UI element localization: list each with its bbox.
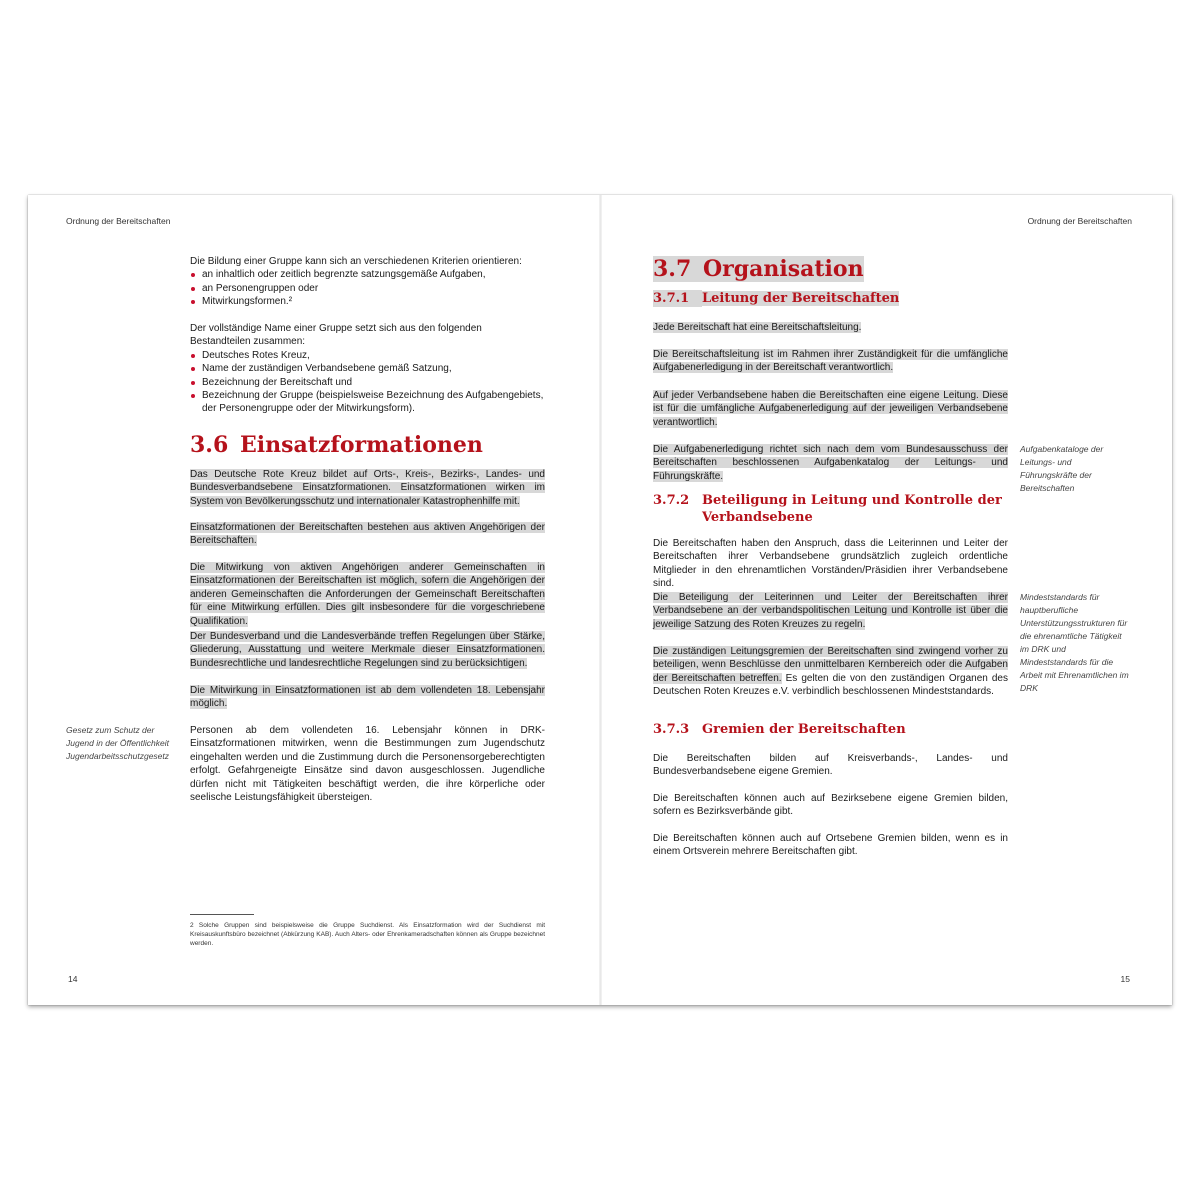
section-heading-highlight <box>653 256 864 282</box>
running-head: Ordnung der Bereitschaften <box>1027 216 1132 226</box>
paragraph <box>190 630 545 670</box>
paragraph: Die Bereitschaften können auch auf Ortsebene Gremien bilden, wenn es in einem Ortsverein mehrere Bereitschaften gibt. <box>653 833 1008 858</box>
subsection-number: 3.7.1 <box>653 290 702 307</box>
highlighted-text: Die zuständigen Leitungsgremien der Bereitschaften sind zwingend vorher zu beteiligen, wenn Beschlüsse den unmittelbaren Kernbereich oder die Aufgaben der Bereitschaften betreffen. <box>653 646 1008 684</box>
page-number: 15 <box>1120 974 1130 984</box>
subsection-number: 3.7.3 <box>653 722 690 737</box>
highlighted-text: Auf jeder Verbandsebene haben die Bereitschaften eine eigene Leitung. Diese ist für die umfängliche Aufgabenerledigung auf der jeweiligen Verbandsebene verantwortlich. <box>653 390 1008 428</box>
highlighted-text: Das Deutsche Rote Kreuz bildet auf Orts-, Kreis-, Bezirks-, Landes- und Bundesverbandsebene Einsatzformationen. Einsatzformationen wirken im System von Bevölkerungsschutz und internationaler Katastrophenhilfe mit. <box>190 469 545 507</box>
name-parts-intro: Der vollständige Name einer Gruppe setzt sich aus den folgenden Bestandteilen zusammen: <box>190 323 482 348</box>
paragraph <box>190 684 545 711</box>
paragraph: Personen ab dem vollendeten 16. Lebensjahr können in DRK-Einsatzformationen mitwirken, wenn die Bestimmungen zum Jugendschutz eingehalten werden und die Zustimmung durch die Personensorgeberechtigten erfolgt. Gefahrgeneigte Einsätze sind davon ausgeschlossen. Jugendliche dürfen nicht mit Tätigkeiten beschäftigt werden, die ihre körperliche oder seelische Leistungsfähigkeit übersteigen. <box>190 725 545 804</box>
highlighted-text: Einsatzformationen der Bereitschaften bestehen aus aktiven Angehörigen der Bereitschaften. <box>190 522 545 547</box>
list-item: Bezeichnung der Bereitschaft und <box>190 376 545 389</box>
paragraph <box>190 521 545 548</box>
name-parts-block <box>190 322 545 416</box>
subsection-title: Gremien der Bereitschaften <box>702 722 906 737</box>
subsection-title: Beteiligung in Leitung und Kontrolle der <box>702 493 1002 508</box>
section-title: Organisation <box>703 256 864 282</box>
list-item: an inhaltlich oder zeitlich begrenzte satzungsgemäße Aufgaben, <box>190 268 545 281</box>
list-item: Mitwirkungsformen.² <box>190 295 545 308</box>
highlighted-text: Die Mitwirkung von aktiven Angehörigen anderer Gemeinschaften in Einsatzformationen der Bereitschaften ist möglich, sofern die Angehörigen der anderen Gemeinschaften die Anforderungen der Gemeinschaft Bereitschaften für eine Mitwirkung erfüllen. Dies gilt insbesondere für die vorgeschriebene Qualifikation. <box>190 562 545 627</box>
section-title: Einsatzformationen <box>240 432 483 458</box>
margin-note-mindeststandards: Mindeststandards für hauptberufliche Unterstützungsstrukturen für die ehrenamtliche Tätigkeit im DRK und Mindeststandards für die Arbeit mit Ehrenamtlichen im DRK <box>1020 592 1129 693</box>
section-heading-3-7 <box>653 256 1008 282</box>
highlighted-text: Die Bereitschaftsleitung ist im Rahmen ihrer Zuständigkeit für die umfängliche Aufgabenerledigung in der Bereitschaft verantwortlich. <box>653 349 1008 374</box>
highlighted-text: Die Beteiligung der Leiterinnen und Leiter der Bereitschaften ihrer Verbandsebene an der verbandspolitischen Leitung und Kontrolle ist über die jeweilige Satzung des Roten Kreuzes zu regeln. <box>653 592 1008 630</box>
section-number: 3.6 <box>190 432 229 458</box>
footnote: 2 Solche Gruppen sind beispielsweise die Gruppe Suchdienst. Als Einsatzformation wird der Suchdienst mit Kreisauskunftsbüro bezeichnet (Abkürzung KAB). Auch Alters- oder Ehrenkameradschaften können als Gruppe bezeichnet werden. <box>190 922 545 947</box>
list-item: Deutsches Rotes Kreuz, <box>190 349 545 362</box>
footnote-divider <box>190 914 254 915</box>
margin-note-aufgabenkataloge: Aufgabenkataloge der Leitungs- und Führungskräfte der Bereitschaften <box>1020 444 1104 493</box>
document-spread <box>28 195 1172 1005</box>
subsection-title: Leitung der Bereitschaften <box>702 291 900 306</box>
highlighted-text: Jede Bereitschaft hat eine Bereitschaftsleitung. <box>653 322 862 333</box>
paragraph <box>653 443 1008 483</box>
criteria-block <box>190 255 545 309</box>
paragraph <box>653 321 1008 334</box>
subsection-number: 3.7.2 <box>653 493 690 508</box>
name-parts-list <box>190 349 545 416</box>
right-text-column <box>653 255 1008 875</box>
list-item: Bezeichnung der Gruppe (beispielsweise Bezeichnung des Aufgabengebiets, der Personengruppe oder der Mitwirkungsform). <box>190 389 545 416</box>
paragraph: Die Bereitschaften können auch auf Bezirksebene eigene Gremien bilden, sofern es Bezirksverbände gibt. <box>653 793 1008 818</box>
right-page <box>600 195 1172 1005</box>
paragraph-continuation: Es gelten die von den zuständigen Organen des Deutschen Roten Kreuzes e.V. verbindlich beschlossenen Mindeststandards. <box>653 672 1008 698</box>
list-item: Name der zuständigen Verbandsebene gemäß Satzung, <box>190 362 545 375</box>
paragraph: Die Bereitschaften bilden auf Kreisverbands-, Landes- und Bundesverbandsebene eigene Gremien. <box>653 753 1008 778</box>
highlighted-text: Die Mitwirkung in Einsatzformationen ist ab dem vollendeten 18. Lebensjahr möglich. <box>190 685 545 710</box>
criteria-intro: Die Bildung einer Gruppe kann sich an verschiedenen Kriterien orientieren: <box>190 256 522 267</box>
paragraph: Die Bereitschaften haben den Anspruch, dass die Leiterinnen und Leiter der Bereitschaften ihrer Verbandsebene grundsätzlich zugleich ordentliche Mitglieder in den ehrenamtlichen Vorständen/Präsidien ihrer Verbandsebene sind. <box>653 538 1008 590</box>
paragraph <box>653 348 1008 375</box>
page-number: 14 <box>68 974 78 984</box>
list-item: an Personengruppen oder <box>190 282 545 295</box>
section-heading-3-6 <box>190 432 545 458</box>
margin-note-jugendschutz: Gesetz zum Schutz der Jugend in der Öffentlichkeit Jugendarbeitsschutzgesetz <box>66 725 170 761</box>
subsection-heading-3-7-3 <box>653 721 1008 738</box>
criteria-list <box>190 268 545 308</box>
running-head: Ordnung der Bereitschaften <box>66 216 171 226</box>
highlighted-text: Der Bundesverband und die Landesverbände treffen Regelungen über Stärke, Gliederung, Ausstattung und weitere Merkmale dieser Einsatzformationen. Bundesrechtliche und landesrechtliche Regelungen sind zu berücksichtigen. <box>190 631 545 669</box>
paragraph <box>653 389 1008 429</box>
left-page <box>28 195 600 1005</box>
paragraph <box>190 468 545 508</box>
paragraph <box>190 561 545 628</box>
subsection-heading-3-7-1 <box>653 290 1008 307</box>
subsection-heading-highlight <box>653 291 899 306</box>
highlighted-text: Die Aufgabenerledigung richtet sich nach dem vom Bundesausschuss der Bereitschaften beschlossenen Aufgabenkatalog der Leitungs- und Führungskräfte. <box>653 444 1008 482</box>
subsection-title-cont: Verbandsebene <box>702 510 813 525</box>
paragraph <box>653 591 1008 631</box>
section-number: 3.7 <box>653 256 703 282</box>
paragraph <box>653 645 1008 699</box>
left-text-column <box>190 255 545 815</box>
subsection-heading-3-7-2 <box>653 492 1008 526</box>
